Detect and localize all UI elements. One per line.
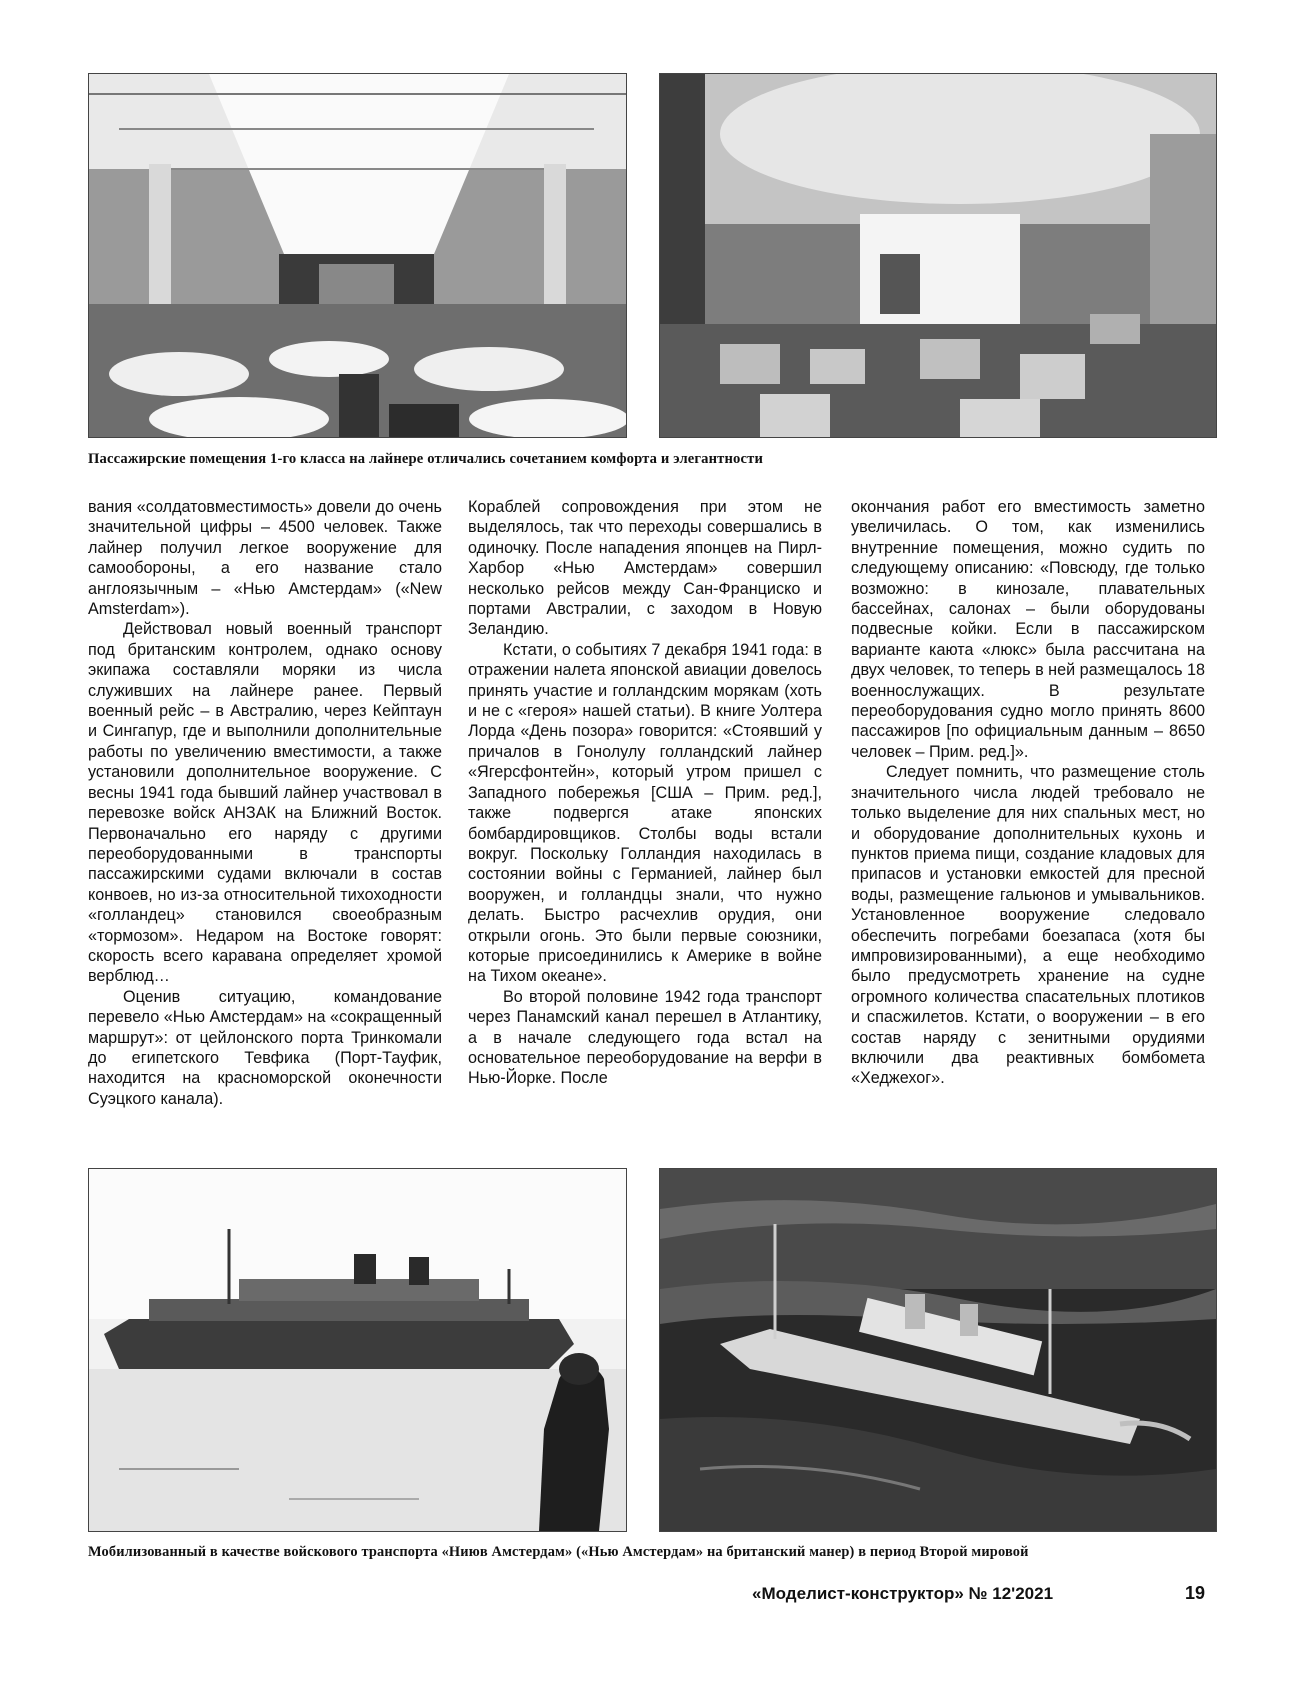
liner-image bbox=[89, 1169, 626, 1531]
col1-paragraph-3: Оценив ситуацию, командование перевело «Нью Амстердам» на «сокращенный маршрут»: от цейлонского порта Тринкомали до египетского Тевфика (Порт-Тауфик, находится на красноморской оконечности Суэцкого канала). bbox=[88, 987, 442, 1108]
col2-paragraph-3: Во второй половине 1942 года транспорт через Панамский канал перешел в Атлантику, а в начале следующего года встал на основательное переоборудование на верфи в Нью-Йорке. После bbox=[468, 987, 822, 1088]
article-column-1 bbox=[88, 497, 442, 1147]
article-column-2 bbox=[468, 497, 822, 1147]
photo-dining-room bbox=[88, 73, 627, 438]
photo-liner-at-sea bbox=[88, 1168, 627, 1532]
photo-lounge bbox=[659, 73, 1217, 438]
article-column-3 bbox=[851, 497, 1205, 1147]
dining-room-image bbox=[89, 74, 626, 437]
transport-image bbox=[660, 1169, 1216, 1531]
col1-paragraph-2: Действовал новый военный транспорт под британским контролем, однако основу экипажа составляли моряки из числа служивших на лайнере ранее. Первый военный рейс – в Австралию, через Кейптаун и Сингапур, где и выполнили дополнительные работы по увеличению вместимости, а также установили дополнительное вооружение. С весны 1941 года бывший лайнер участвовал в перевозке войск АНЗАК на Ближний Восток. Первоначально его наряду с другими переоборудованными в транспорты пассажирскими судами включали в состав конвоев, но из-за относительной тихоходности «голландец» становился своеобразным «тормозом». Недаром на Востоке говорят: скорость всего каравана определяет хромой верблюд… bbox=[88, 620, 442, 986]
bottom-caption: Мобилизованный в качестве войскового транспорта «Ниюв Амстердам» («Нью Амстердам» на британский манер) в период Второй мировой bbox=[88, 1544, 1029, 1560]
col3-paragraph-1: окончания работ его вместимость заметно увеличилась. О том, как изменились внутренние помещения, можно судить по следующему описанию: «Повсюду, где только возможно: в кинозале, плавательных бассейнах, салонах – были оборудованы подвесные койки. Если в пассажирском варианте каюта «люкс» была рассчитана на двух человек, то теперь в ней размещалось 18 военнослужащих. В результате переоборудования судно могло принять 8600 пассажиров [по официальным данным – 8650 человек – Прим. ред.]». bbox=[851, 498, 1205, 761]
magazine-issue: «Моделист-конструктор» № 12'2021 bbox=[752, 1584, 1054, 1603]
col1-paragraph-1: вания «солдатовместимость» довели до очень значительной цифры – 4500 человек. Также лайнер получил легкое вооружение для самообороны, а его название стало англоязычным – «Нью Амстердам» («New Amsterdam»). bbox=[88, 498, 442, 619]
col3-paragraph-2: Следует помнить, что размещение столь значительного числа людей требовало не только выделение для них спальных мест, но и оборудование дополнительных кухонь и пунктов приема пищи, создание кладовых для припасов и установки емкостей для пресной воды, размещение гальюнов и умывальников. Установленное вооружение следовало обеспечить погребами боезапаса (хотя бы импровизированными), а еще необходимо было предусмотреть хранение на судне огромного количества спасательных плотиков и спасжилетов. Кстати, о вооружении – в его состав наряду с зенитными орудиями включили два реактивных бомбомета «Хеджехог». bbox=[851, 763, 1205, 1088]
top-caption: Пассажирские помещения 1-го класса на лайнере отличались сочетанием комфорта и элегантности bbox=[88, 451, 764, 467]
col2-paragraph-2: Кстати, о событиях 7 декабря 1941 года: в отражении налета японской авиации довелось принять участие и голландским морякам (хоть и не с «героя» нашей статьи). В книге Уолтера Лорда «День позора» говорится: «Стоявший у причалов в Гонолулу голландский лайнер «Ягерсфонтейн», который утром пришел с Западного побережья [США – Прим. ред.], также подвергся атаке японских бомбардировщиков. Столбы воды встали вокруг. Поскольку Голландия находилась в состоянии войны с Германией, лайнер был вооружен, и голландцы знали, что нужно делать. Быстро расчехлив орудия, они открыли огонь. Это были первые союзники, которые присоединились к Америке в войне на Тихом океане». bbox=[468, 640, 822, 986]
col2-paragraph-1: Кораблей сопровождения при этом не выделялось, так что переходы совершались в одиночку. После нападения японцев на Пирл-Харбор «Нью Амстердам» совершил несколько рейсов между Сан-Франциско и портами Австралии, с заходом в Новую Зеландию. bbox=[468, 498, 822, 639]
page-number: 19 bbox=[1185, 1583, 1206, 1603]
photo-troop-transport bbox=[659, 1168, 1217, 1532]
lounge-image bbox=[660, 74, 1216, 437]
